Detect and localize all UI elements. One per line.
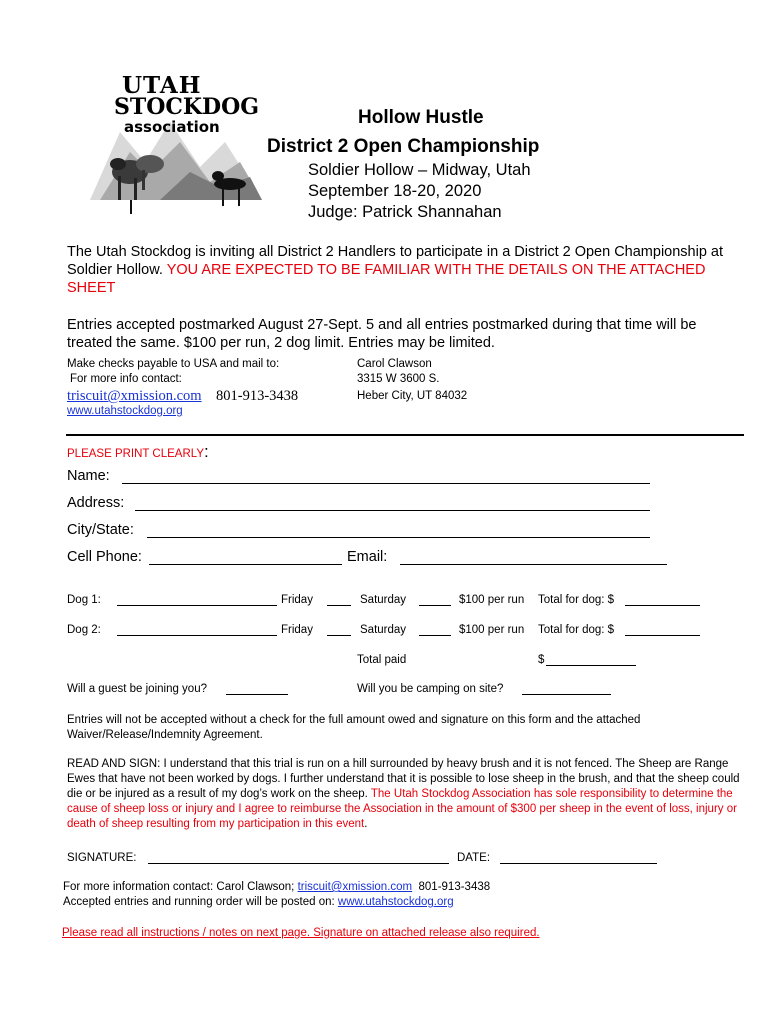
section-divider [66,434,744,436]
print-clearly-label [67,442,209,462]
citystate-field[interactable] [147,522,650,538]
footer-posted [63,896,454,908]
camping-field[interactable] [522,683,611,695]
read-and-sign-period: . [364,818,368,830]
dog2-friday-field[interactable] [327,624,351,636]
camping-question: Will you be camping on site? [357,683,504,695]
address-street: 3315 W 3600 S. [357,373,440,385]
intro-warning: YOU ARE EXPECTED TO BE FAMILIAR WITH THE DETAILS ON THE ATTACHED SHEET [67,262,706,296]
utah-stockdog-logo [90,72,262,220]
logo-text-stockdog: STOCKDOG [114,94,260,120]
info-label: For more info contact: [70,373,182,385]
intro-paragraph [67,243,747,297]
total-paid-dollar: $ [538,654,545,666]
event-title: Hollow Hustle [358,107,484,128]
event-location: Soldier Hollow – Midway, Utah [308,161,531,179]
dog1-per-run: $100 per run [459,594,525,606]
dog2-total-field[interactable] [625,624,700,636]
footer-posted-prefix: Accepted entries and running order will be posted on: [63,896,338,908]
dog2-saturday-field[interactable] [419,624,451,636]
name-label: Name: [67,468,110,484]
signature-field[interactable] [148,852,449,864]
footer-phone: 801-913-3438 [418,881,491,893]
checks-label: Make checks payable to USA and mail to: [67,358,280,370]
dog2-friday-label: Friday [281,624,313,636]
address-city: Heber City, UT 84032 [357,390,468,402]
read-and-sign [67,757,745,832]
intro-text: The Utah Stockdog is inviting all District 2 Handlers to participate in a District 2 Open Championship at Soldier Hollow. [67,244,724,278]
dog1-total-field[interactable] [625,594,700,606]
entries-paragraph: Entries accepted postmarked August 27-Sept. 5 and all entries postmarked during that time will be treated the same. $100 per run, 2 dog limit. Entries may be limited. [67,317,697,351]
event-judge: Judge: Patrick Shannahan [308,203,502,221]
cell-phone-label: Cell Phone: [67,549,142,565]
email-label: Email: [347,549,388,565]
address-field[interactable] [135,495,650,511]
dog2-total-label: Total for dog: $ [538,624,615,636]
entries-notice: Entries will not be accepted without a check for the full amount owed and signature on this form and the attached Waiver/Release/Indemnity Agreement. [67,714,641,741]
read-and-sign-text: READ AND SIGN: I understand that this trial is run on a hill surrounded by heavy brush and it is not fenced. The Sheep are Range Ewes that have not been worked by dogs. I further understand that it is possible to lose sheep in the brush, and that the sheep could die or be injured as a result of my dog’s work on the sheep. [67,758,740,800]
citystate-label: City/State: [67,522,134,538]
date-field[interactable] [500,852,657,864]
contact-phone: 801-913-3438 [216,388,299,404]
dog1-total-label: Total for dog: $ [538,594,615,606]
signature-label: SIGNATURE: [67,852,137,864]
dog1-friday-label: Friday [281,594,313,606]
logo-text-association: association [124,118,220,136]
dog2-per-run: $100 per run [459,624,525,636]
email-field[interactable] [400,549,667,565]
website-link[interactable]: www.utahstockdog.org [67,405,183,417]
event-dates: September 18-20, 2020 [308,182,482,200]
dog1-label: Dog 1: [67,594,101,606]
total-paid-label: Total paid [357,654,407,666]
dog1-name-field[interactable] [117,594,277,606]
address-label: Address: [67,495,125,511]
print-clearly-colon: : [204,442,209,461]
final-note: Please read all instructions / notes on next page. Signature on attached release also required. [62,927,540,939]
dog1-friday-field[interactable] [327,594,351,606]
dog1-saturday-label: Saturday [360,594,407,606]
footer-website-link[interactable]: www.utahstockdog.org [337,896,454,908]
guest-question: Will a guest be joining you? [67,683,207,695]
footer-contact [63,881,490,893]
date-label: DATE: [457,852,491,864]
dog1-saturday-field[interactable] [419,594,451,606]
print-clearly-text: PLEASE PRINT CLEARLY [67,448,204,460]
logo-text-utah: UTAH [122,72,202,99]
footer-email-link[interactable]: triscuit@xmission.com [297,881,413,893]
footer-contact-prefix: For more information contact: Carol Clawson; [63,881,298,893]
event-subtitle: District 2 Open Championship [267,136,540,157]
read-and-sign-red: The Utah Stockdog Association has sole responsibility to determine the cause of sheep loss or injury and I agree to reimburse the Association in the amount of $300 per sheep in the event of loss, injury or death of sheep resulting from my participation in this event [67,788,737,830]
total-paid-field[interactable] [546,654,636,666]
dog2-label: Dog 2: [67,624,101,636]
dog2-saturday-label: Saturday [360,624,407,636]
dog2-name-field[interactable] [117,624,277,636]
address-name: Carol Clawson [357,358,432,370]
guest-field[interactable] [226,683,288,695]
contact-email-link[interactable]: triscuit@xmission.com [67,388,202,404]
cell-phone-field[interactable] [149,549,342,565]
name-field[interactable] [122,468,650,484]
